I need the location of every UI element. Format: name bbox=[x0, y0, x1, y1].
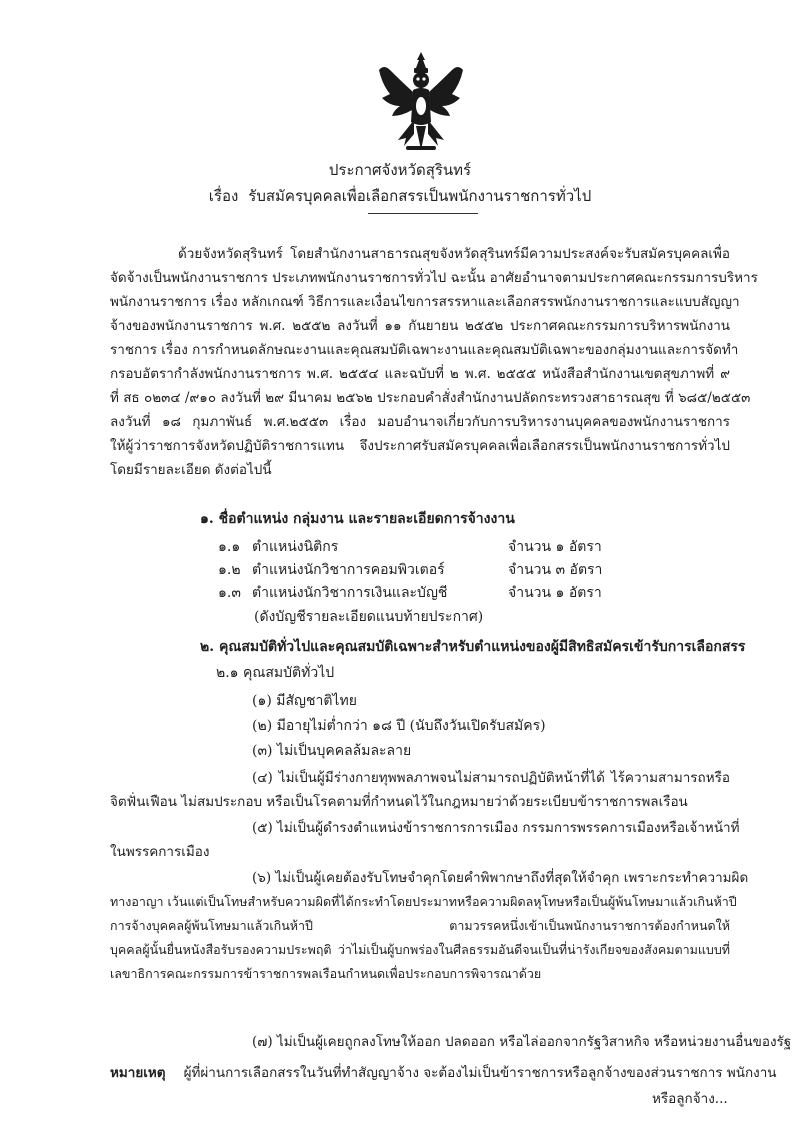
section-1-heading: ๑. ชื่อตำแหน่ง กลุ่มงาน และรายละเอียดการจ้างงาน bbox=[200, 511, 515, 527]
paragraph-line: (๕) ไม่เป็นผู้ดำรงตำแหน่งข้าราชการการเมือง กรรมการพรรคการเมืองหรือเจ้าหน้าที่ bbox=[252, 820, 740, 836]
paragraph-line: ให้ผู้ว่าราชการจังหวัดปฏิบัติราชการแทน จึงประกาศรับสมัครบุคคลเพื่อเลือกสรรเป็นพนักงานราชการทั่วไป bbox=[110, 438, 730, 454]
position-row bbox=[218, 536, 602, 558]
section-2-heading: ๒. คุณสมบัติทั่วไปและคุณสมบัติเฉพาะสำหรับตำแหน่งของผู้มีสิทธิสมัครเข้ารับการเลือกสรร bbox=[200, 639, 746, 655]
subject-text: รับสมัครบุคคลเพื่อเลือกสรรเป็นพนักงานราชการทั่วไป bbox=[248, 187, 592, 205]
remark bbox=[110, 1061, 777, 1083]
paragraph-line: ราชการ เรื่อง การกำหนดลักษณะงานและคุณสมบัติเฉพาะงานและคุณสมบัติเฉพาะของกลุ่มงานและการจัดทำ bbox=[110, 342, 739, 358]
paragraph-line: จัดจ้างเป็นพนักงานราชการ ประเภทพนักงานราชการทั่วไป ฉะนั้น อาศัยอำนาจตามประกาศคณะกรรมการบริหาร bbox=[110, 270, 758, 286]
position-number: ๑.๒ bbox=[218, 562, 241, 578]
position-name: ตำแหน่งนิติกร bbox=[252, 539, 339, 555]
paragraph-line: ลงวันที่ ๑๘ กุมภาพันธ์ พ.ศ.๒๕๕๓ เรื่อง มอบอำนาจเกี่ยวกับการบริหารงานบุคคลของพนักงานราชการ bbox=[110, 414, 730, 430]
announcement-title: ประกาศจังหวัดสุรินทร์ bbox=[328, 161, 472, 179]
paragraph-line: จ้างของพนักงานราชการ พ.ศ. ๒๕๕๒ ลงวันที่ ๑๑ กันยายน ๒๕๕๒ ประกาศคณะกรรมการบริหารพนักงาน bbox=[110, 318, 730, 334]
paragraph-line: จิตฟั่นเฟือน ไม่สมประกอบ หรือเป็นโรคตามที่กำหนดไว้ในกฎหมายว่าด้วยระเบียบข้าราชการพลเรือน bbox=[110, 794, 688, 810]
qualification-item: (๓) ไม่เป็นบุคคลล้มละลาย bbox=[252, 743, 412, 759]
qualification-item: (๒) มีอายุไม่ต่ำกว่า ๑๘ ปี (นับถึงวันเปิดรับสมัคร) bbox=[252, 718, 546, 734]
paragraph-line: พนักงานราชการ เรื่อง หลักเกณฑ์ วิธีการและเงื่อนไขการสรรหาและเลือกสรรพนักงานราชการและแบบสัญญา bbox=[110, 294, 740, 310]
position-number: ๑.๓ bbox=[218, 585, 241, 601]
position-count: จำนวน ๑ อัตรา bbox=[508, 539, 602, 555]
subject-label: เรื่อง bbox=[208, 187, 239, 205]
qualification-item: (๑) มีสัญชาติไทย bbox=[252, 693, 357, 709]
position-name: ตำแหน่งนักวิชาการเงินและบัญชี bbox=[252, 585, 448, 601]
paragraph-line: โดยมีรายละเอียด ดังต่อไปนี้ bbox=[110, 462, 272, 478]
paragraph-line: ในพรรคการเมือง bbox=[110, 844, 210, 860]
position-row bbox=[218, 582, 602, 604]
position-row bbox=[218, 559, 603, 581]
paragraph-line: กรอบอัตรากำลังพนักงานราชการ พ.ศ. ๒๕๕๔ และฉบับที่ ๒ พ.ศ. ๒๕๕๕ หนังสือสำนักงานเขตสุขภาพที่ ๙ bbox=[110, 366, 730, 382]
paragraph-line: ด้วยจังหวัดสุรินทร์ โดยสำนักงานสาธารณสุขจังหวัดสุรินทร์มีความประสงค์จะรับสมัครบุคคลเพื่อ bbox=[178, 246, 730, 262]
paragraph-line: บุคคลผู้นั้นยื่นหนังสือรับรองความประพฤติ ว่าไม่เป็นผู้บกพร่องในศีลธรรมอันดีจนเป็นที่น่ารังเกียจของสังคมตามแบบที่ bbox=[110, 942, 730, 957]
paragraph-line: เลขาธิการคณะกรรมการข้าราชการพลเรือนกำหนดเพื่อประกอบการพิจารณาด้วย bbox=[110, 966, 542, 981]
announcement-subject bbox=[0, 184, 800, 208]
qualification-item-5 bbox=[110, 816, 740, 864]
paragraph-line: (๗) ไม่เป็นผู้เคยถูกลงโทษให้ออก ปลดออก หรือไล่ออกจากรัฐวิสาหกิจ หรือหน่วยงานอื่นของรัฐ bbox=[252, 1034, 792, 1050]
remark-text: ผู้ที่ผ่านการเลือกสรรในวันที่ทำสัญญาจ้าง จะต้องไม่เป็นข้าราชการหรือลูกจ้างของส่วนราชการ พนักงาน bbox=[183, 1065, 777, 1081]
qualification-item-6 bbox=[110, 866, 749, 986]
position-number: ๑.๑ bbox=[218, 539, 241, 555]
paragraph-line: (๖) ไม่เป็นผู้เคยต้องรับโทษจำคุกโดยคำพิพากษาถึงที่สุดให้จำคุก เพราะกระทำความผิด bbox=[252, 870, 749, 886]
intro-paragraph bbox=[110, 242, 758, 482]
qualification-item-4 bbox=[110, 766, 730, 814]
continuation-text: หรือลูกจ้าง... bbox=[652, 1091, 728, 1107]
paragraph-line: การจ้างบุคคลผู้พ้นโทษมาแล้วเกินห้าปี ตามวรรคหนึ่งเข้าเป็นพนักงานราชการต้องกำหนดให้ bbox=[110, 918, 730, 933]
positions-note: (ดังบัญชีรายละเอียดแนบท้ายประกาศ) bbox=[254, 609, 484, 625]
qualification-item-7 bbox=[110, 1030, 792, 1054]
paragraph-line: ที่ สธ ๐๒๓๔ /๙๑๐ ลงวันที่ ๒๙ มีนาคม ๒๕๖๒ ประกอบคำสั่งสำนักงานปลัดกระทรวงสาธารณสุข ที่ ๖๘๕/๒๕๕๓ bbox=[110, 390, 751, 406]
remark-label: หมายเหตุ bbox=[110, 1065, 166, 1081]
garuda-emblem-icon bbox=[376, 50, 466, 154]
position-name: ตำแหน่งนักวิชาการคอมพิวเตอร์ bbox=[252, 562, 445, 578]
position-count: จำนวน ๓ อัตรา bbox=[508, 562, 603, 578]
paragraph-line: (๔) ไม่เป็นผู้มีร่างกายทุพพลภาพจนไม่สามารถปฏิบัติหน้าที่ได้ ไร้ความสามารถหรือ bbox=[252, 770, 730, 786]
title-divider bbox=[368, 213, 478, 214]
paragraph-line: ทางอาญา เว้นแต่เป็นโทษสำหรับความผิดที่ได้กระทำโดยประมาทหรือความผิดลหุโทษหรือเป็นผู้พ้นโทษมาแล้วเกินห้าปี bbox=[110, 894, 737, 909]
position-count: จำนวน ๑ อัตรา bbox=[508, 585, 602, 601]
section-2-1-heading: ๒.๑ คุณสมบัติทั่วไป bbox=[216, 665, 335, 681]
